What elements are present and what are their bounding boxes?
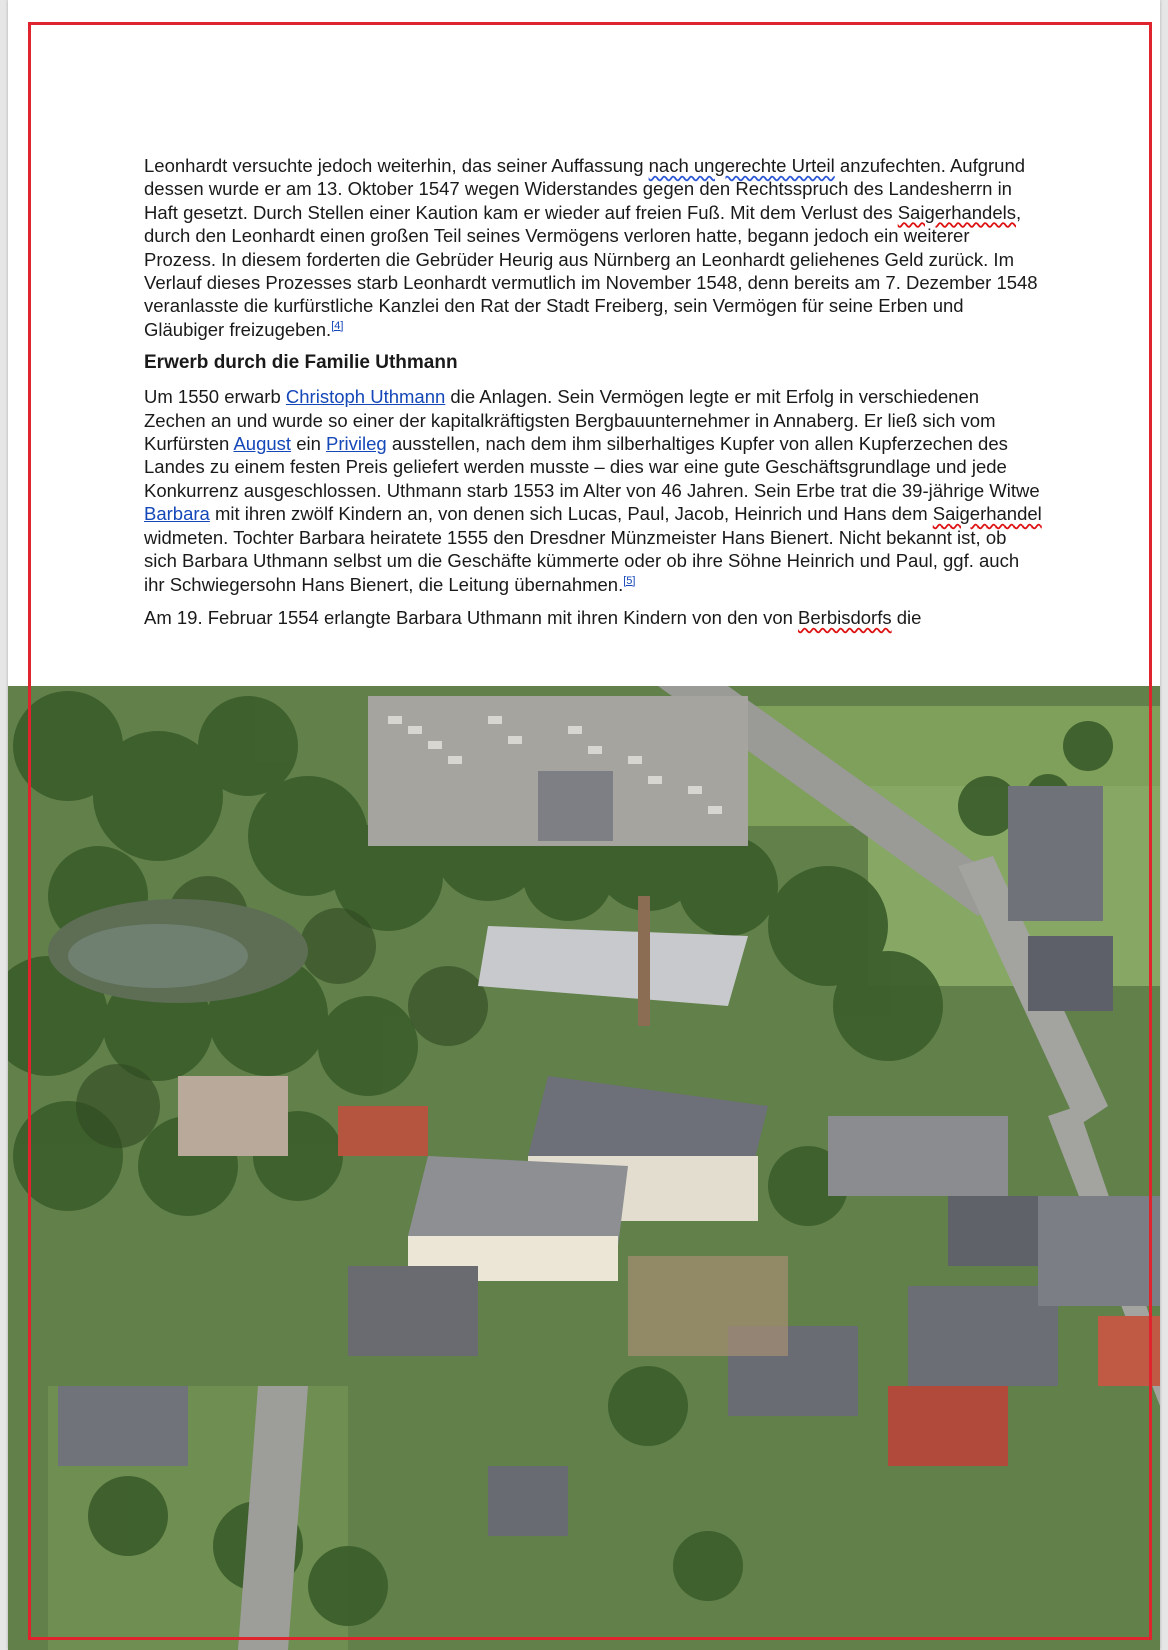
paragraph-1	[144, 154, 1044, 341]
aerial-photo[interactable]	[8, 686, 1160, 1650]
paragraph-text: die	[891, 606, 922, 628]
paragraph-text: Um 1550 erwarb	[144, 386, 286, 408]
link-christoph-uthmann[interactable]: Christoph Uthmann	[285, 386, 446, 408]
paragraph-text: Am 19. Februar 1554 erlangte Barbara Uthmann mit ihren Kindern von den von	[144, 606, 799, 628]
paragraph-text: mit ihren zwölf Kindern an, von denen sich Lucas, Paul, Jacob, Heinrich und Hans dem	[209, 503, 933, 525]
paragraph-text: widmeten. Tochter Barbara heiratete 1555 den Dresdner Münzmeister Hans Bienert. Nicht bekannt ist, ob sich Barbara Uthmann selbst um die Geschäfte kümmerte oder ob ihre Söhne Heinrich und Paul, ggf. auch ihr Schwiegersohn Hans Bienert, die Leitung übernahmen.	[144, 526, 1020, 595]
paragraph-text: anzufechten. Aufgrund dessen wurde er am 13. Oktober 1547 wegen Widerstandes gegen den Rechtsspruch des Landesherrn in Haft gesetzt. Durch Stellen einer Kaution kam er wieder auf freien Fuß. Mit dem Verlust des	[144, 155, 1026, 223]
spelling-flag[interactable]: Saigerhandels	[897, 201, 1016, 223]
paragraph-3	[144, 606, 1044, 629]
paragraph-text: ein	[291, 433, 327, 455]
link-privileg[interactable]: Privileg	[326, 433, 387, 455]
footnote-link-5[interactable]: [5]	[623, 574, 636, 587]
document-page	[8, 0, 1160, 1650]
link-barbara[interactable]: Barbara	[144, 503, 210, 525]
paragraph-text: ausstellen, nach dem ihm silberhaltiges Kupfer von allen Kupferzechen des Landes zu einem festen Preis geliefert werden musste – dies war eine gute Geschäftsgrundlage und jede Konkurrenz ausgeschlossen. Uthmann starb 1553 im Alter von 46 Jahren. Sein Erbe trat die 39-jährige Witwe	[144, 433, 1040, 501]
spelling-flag[interactable]: Saigerhandel	[932, 503, 1042, 525]
paragraph-2	[144, 385, 1044, 596]
document-body	[144, 154, 1044, 639]
spelling-flag[interactable]: Berbisdorfs	[798, 606, 892, 628]
section-heading: Erwerb durch die Familie Uthmann	[144, 352, 458, 374]
paragraph-text: die Anlagen. Sein Vermögen legte er mit Erfolg in verschiedenen Zechen an und wurde so einer der kapitalkräftigsten Bergbauunternehmer in Annaberg. Er ließ sich vom Kurfürsten	[144, 386, 996, 455]
paragraph-text: , durch den Leonhardt einen großen Teil seines Vermögens verloren hatte, begann jedoch ein weiterer Prozess. In diesem forderten die Gebrüder Heurig aus Nürnberg an Leonhardt geliehenes Geld zurück. Im Verlauf dieses Prozesses starb Leonhardt vermutlich im November 1548, denn bereits am 7. Dezember 1548 veranlasste die kurfürstliche Kanzlei den Rat der Stadt Freiberg, sein Vermögen für seine Erben und Gläubiger freizugeben.	[144, 201, 1038, 340]
link-august[interactable]: August	[233, 433, 292, 455]
grammar-flag[interactable]: nach ungerechte Urteil	[648, 155, 835, 176]
aerial-photo-graphic	[8, 686, 1160, 1650]
footnote-link-4[interactable]: [4]	[331, 319, 344, 332]
paragraph-text: Leonhardt versuchte jedoch weiterhin, das seiner Auffassung	[144, 155, 649, 176]
